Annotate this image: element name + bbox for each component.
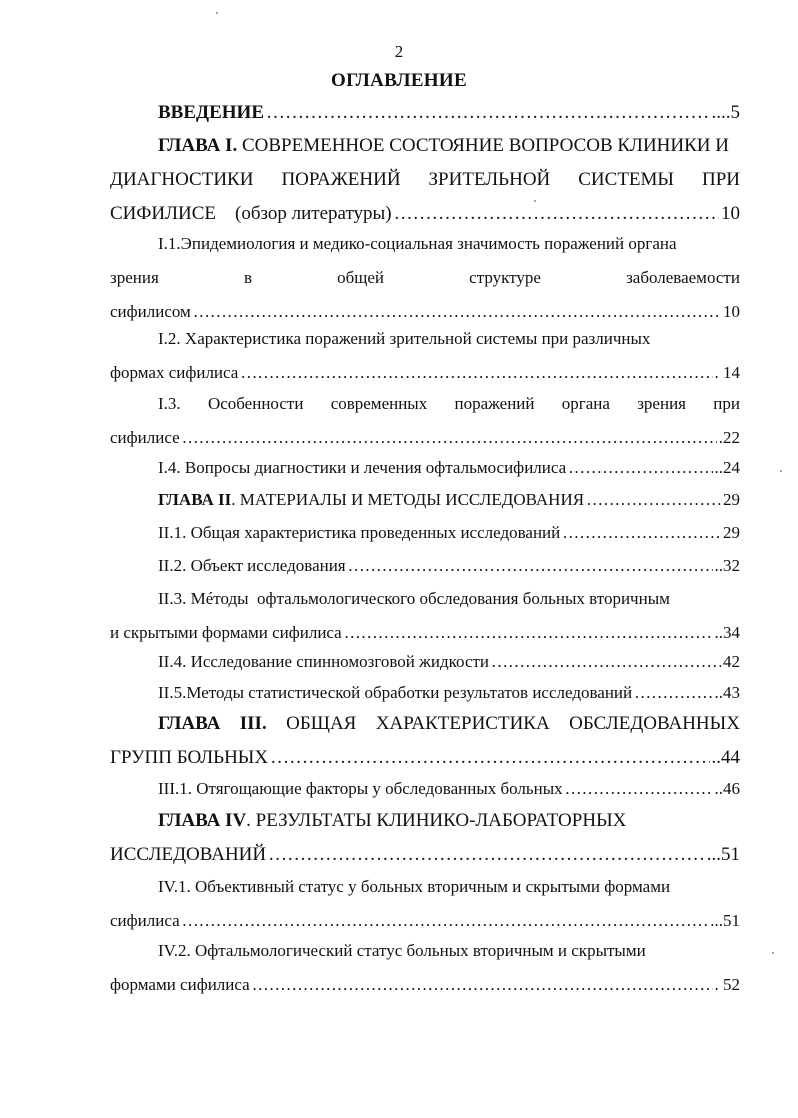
toc-page: ..34	[714, 623, 740, 642]
toc-page: ..46	[714, 779, 740, 798]
toc-text: II.5.Методы статистической обработки результатов исследований	[158, 683, 633, 702]
toc-entry-1-4[interactable]	[110, 451, 740, 485]
toc-page: 29	[723, 490, 740, 509]
toc-text: II.1. Общая характеристика проведенных исследований	[158, 523, 561, 542]
toc-entry-2-4[interactable]	[110, 645, 740, 679]
toc-text: I.4. Вопросы диагностики и лечения офтальмосифилиса	[158, 458, 567, 477]
toc-word: органа	[561, 394, 610, 413]
page-number: 2	[394, 42, 404, 61]
toc-text: формами сифилиса	[110, 975, 250, 994]
chapter-label: III.	[239, 713, 267, 734]
toc-page: ....5	[711, 102, 740, 123]
toc-entry-chapter-1[interactable]	[110, 129, 740, 231]
toc-entry-chapter-4[interactable]	[110, 804, 740, 872]
toc-word: общей	[337, 268, 385, 287]
toc-page: 10	[721, 203, 740, 224]
toc-word: ОБЩАЯ	[286, 713, 357, 734]
toc-page: ..43	[714, 683, 740, 702]
toc-text: сифилисом	[110, 302, 191, 321]
toc-entry-intro[interactable]	[110, 96, 740, 130]
toc-entry-chapter-2[interactable]	[110, 483, 740, 517]
leader-dots	[565, 772, 713, 806]
toc-entry-2-3[interactable]	[110, 582, 740, 650]
toc-word: Особенности	[207, 394, 304, 413]
toc-text: I.2. Характеристика поражений зрительной системы при различных	[158, 329, 651, 348]
leader-dots	[586, 483, 721, 517]
toc-label: ВВЕДЕНИЕ	[158, 102, 264, 123]
toc-word: I.3.	[158, 394, 181, 413]
toc-word: современных	[330, 394, 428, 413]
leader-dots	[268, 838, 705, 872]
leader-dots	[348, 549, 713, 583]
leader-dots	[240, 356, 712, 390]
toc-word: ХАРАКТЕРИСТИКА	[375, 713, 550, 734]
toc-word: при	[713, 394, 740, 413]
toc-text: и скрытыми формами сифилиса	[110, 623, 342, 642]
toc-word: зрения	[637, 394, 686, 413]
toc-word: СИСТЕМЫ	[578, 169, 674, 190]
toc-page: 29	[723, 523, 740, 542]
leader-dots	[568, 451, 712, 485]
toc-page: ..24	[714, 458, 740, 477]
leader-dots	[491, 645, 721, 679]
chapter-label: ГЛАВА I.	[158, 135, 238, 156]
toc-entry-1-3[interactable]	[110, 387, 740, 455]
toc-text: III.1. Отягощающие факторы у обследованных больных	[158, 779, 563, 798]
toc-entry-2-2[interactable]	[110, 549, 740, 583]
toc-text: . РЕЗУЛЬТАТЫ КЛИНИКО-ЛАБОРАТОРНЫХ	[246, 810, 627, 831]
leader-dots	[182, 421, 717, 455]
toc-text: сифилиса	[110, 911, 180, 930]
toc-word: заболеваемости	[626, 268, 740, 287]
leader-dots	[270, 741, 709, 775]
toc-page: ...51	[706, 844, 740, 865]
toc-page: 42	[723, 652, 740, 671]
scan-speck	[772, 952, 774, 954]
toc-entry-2-1[interactable]	[110, 516, 740, 550]
toc-entry-4-1[interactable]	[110, 870, 740, 938]
toc-entry-4-2[interactable]	[110, 934, 740, 1002]
toc-text: IV.2. Офтальмологический статус больных вторичным и скрытыми	[158, 941, 646, 960]
leader-dots	[394, 197, 719, 231]
toc-entry-2-5[interactable]	[110, 676, 740, 710]
toc-page: . 14	[714, 363, 740, 382]
chapter-label: ГЛАВА	[158, 713, 221, 734]
toc-text: СИФИЛИСЕ (обзор литературы)	[110, 203, 392, 224]
toc-entry-1-2[interactable]	[110, 322, 740, 390]
toc-text: II.4. Исследование спинномозговой жидкости	[158, 652, 490, 671]
toc-word: ПОРАЖЕНИЙ	[281, 169, 401, 190]
toc-word: структуре	[469, 268, 541, 287]
toc-page: 10	[723, 302, 740, 321]
toc-page: .22	[718, 428, 740, 447]
toc-text: . МАТЕРИАЛЫ И МЕТОДЫ ИССЛЕДОВАНИЯ	[231, 490, 585, 509]
toc-text: формах сифилиса	[110, 363, 239, 382]
toc-text: сифилисе	[110, 428, 180, 447]
toc-text: IV.1. Объективный статус у больных вторичным и скрытыми формами	[158, 877, 671, 896]
scan-speck	[780, 470, 782, 472]
toc-entry-chapter-3[interactable]	[110, 707, 740, 775]
toc-word: ДИАГНОСТИКИ	[110, 169, 254, 190]
toc-page: . 52	[714, 975, 740, 994]
toc-text: II.3. Мéтоды офтальмологического обследования больных вторичным	[158, 589, 670, 608]
leader-dots	[266, 96, 710, 130]
toc-entry-1-1[interactable]	[110, 227, 740, 329]
chapter-label: ГЛАВА IV	[158, 810, 247, 831]
leader-dots	[634, 676, 712, 710]
toc-page: ...51	[710, 911, 740, 930]
scan-speck	[534, 200, 536, 202]
leader-dots	[562, 516, 721, 550]
toc-text: II.2. Объект исследования	[158, 556, 346, 575]
chapter-label: ГЛАВА II	[158, 490, 232, 509]
toc-page: ..32	[714, 556, 740, 575]
toc-word: ЗРИТЕЛЬНОЙ	[428, 169, 551, 190]
toc-word: зрения	[110, 268, 159, 287]
leader-dots	[252, 968, 713, 1002]
toc-word: ОБСЛЕДОВАННЫХ	[569, 713, 740, 734]
toc-word: в	[243, 268, 252, 287]
toc-text: СОВРЕМЕННОЕ СОСТОЯНИЕ ВОПРОСОВ КЛИНИКИ И	[241, 135, 729, 156]
leader-dots	[182, 904, 709, 938]
toc-text: ИССЛЕДОВАНИЙ	[110, 844, 267, 865]
toc-word: поражений	[454, 394, 535, 413]
toc-word: ПРИ	[701, 169, 740, 190]
toc-text: ГРУПП БОЛЬНЫХ	[110, 747, 269, 768]
scan-speck	[216, 12, 218, 14]
page-title: ОГЛАВЛЕНИЕ	[331, 70, 467, 91]
toc-text: I.1.Эпидемиология и медико-социальная значимость поражений органа	[158, 234, 677, 253]
toc-entry-3-1[interactable]	[110, 772, 740, 806]
toc-page: ..44	[711, 747, 740, 768]
